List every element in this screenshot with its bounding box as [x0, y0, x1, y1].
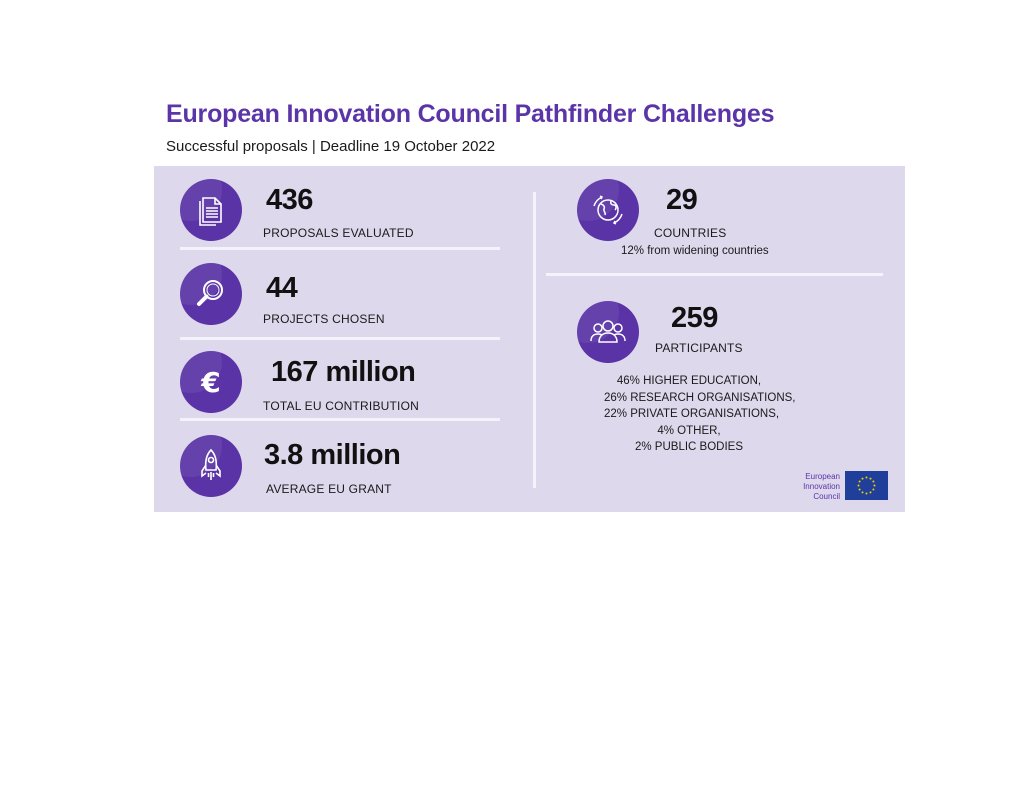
document-icon	[180, 179, 242, 241]
logo-line: Council	[813, 492, 840, 501]
participants-breakdown	[604, 373, 796, 456]
globe-icon	[577, 179, 639, 241]
proposals-value: 436	[266, 184, 313, 216]
breakdown-line: 2% PUBLIC BODIES	[634, 441, 743, 453]
participants-label: PARTICIPANTS	[655, 341, 743, 355]
contribution-value: 167 million	[271, 356, 416, 388]
projects-value: 44	[266, 272, 298, 304]
participants-value: 259	[671, 302, 718, 334]
breakdown-line: 26% RESEARCH ORGANISATIONS,	[604, 391, 796, 404]
countries-value: 29	[666, 184, 698, 216]
grant-label: AVERAGE EU GRANT	[266, 482, 392, 496]
page-subtitle: Successful proposals | Deadline 19 October 2022	[166, 138, 496, 155]
divider	[546, 273, 883, 276]
grant-value: 3.8 million	[264, 439, 401, 471]
logo-line: Innovation	[803, 482, 840, 491]
magnifier-icon	[180, 263, 242, 325]
countries-note: 12% from widening countries	[621, 245, 769, 257]
countries-label: COUNTRIES	[654, 226, 727, 240]
eu-flag-icon	[845, 471, 888, 500]
breakdown-line: 22% PRIVATE ORGANISATIONS,	[604, 408, 780, 420]
eic-logo-text	[786, 472, 840, 502]
breakdown-line: 46% HIGHER EDUCATION,	[616, 375, 762, 387]
page-title: European Innovation Council Pathfinder Challenges	[166, 100, 775, 128]
divider	[180, 337, 500, 340]
breakdown-line: 4% OTHER,	[657, 424, 721, 437]
projects-label: PROJECTS CHOSEN	[263, 312, 385, 326]
people-icon	[577, 301, 639, 363]
divider	[180, 418, 500, 421]
logo-line: European	[805, 472, 840, 481]
svg-text:€: €	[201, 366, 221, 399]
proposals-label: PROPOSALS EVALUATED	[263, 226, 414, 240]
contribution-label: TOTAL EU CONTRIBUTION	[263, 399, 419, 413]
euro-icon	[180, 351, 242, 413]
column-divider	[533, 192, 536, 488]
rocket-icon	[180, 435, 242, 497]
divider	[180, 247, 500, 250]
